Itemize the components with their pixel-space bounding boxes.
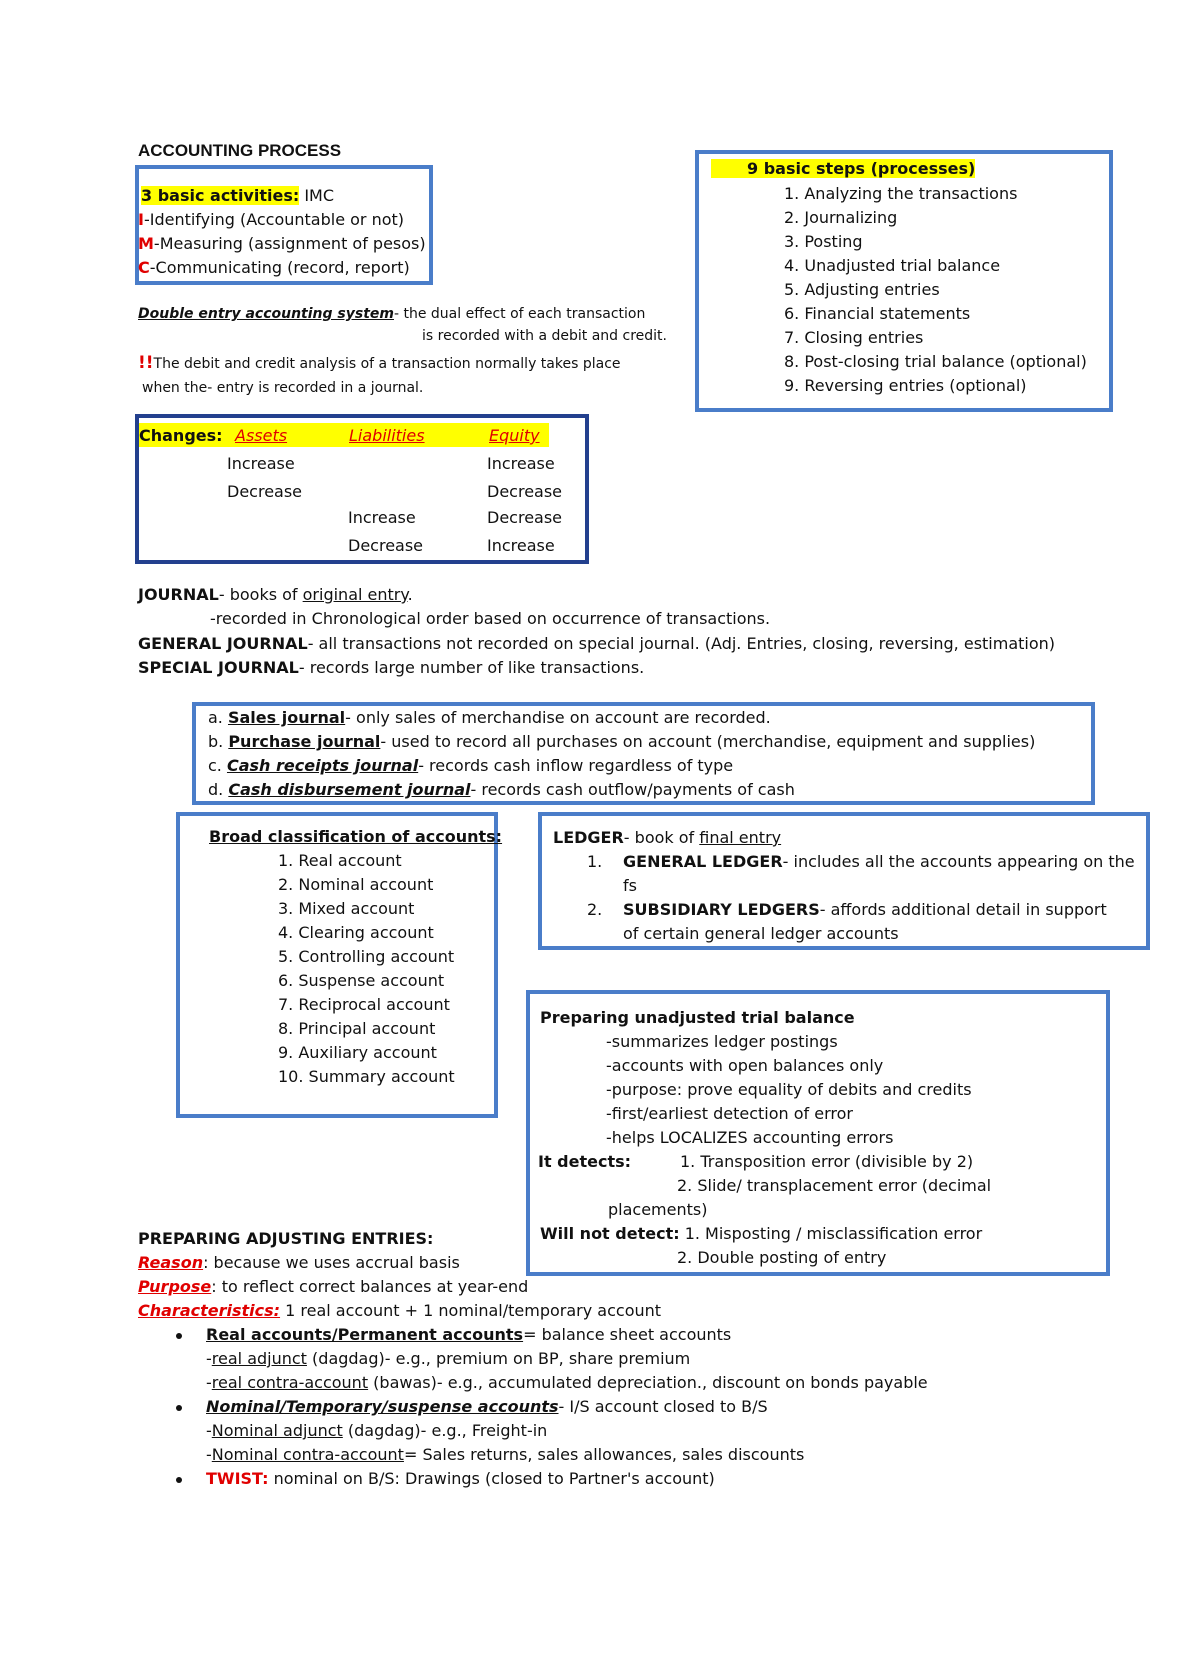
changes-cell: Decrease <box>227 482 303 501</box>
item-term: Cash disbursement journal <box>228 780 471 799</box>
not-detect-item: 1. Misposting / misclassification error <box>679 1224 983 1243</box>
nominal-contra-term: Nominal contra-account <box>211 1445 404 1464</box>
special-journal-item <box>208 778 1035 802</box>
activity-text: -Measuring (assignment of pesos) <box>153 234 426 253</box>
changes-header-equity: Equity <box>489 426 540 445</box>
ledger-def-underlined: final entry <box>699 828 782 847</box>
general-journal-text: - all transactions not recorded on special journal. (Adj. Entries, closing, reversing, estimation) <box>307 634 1056 653</box>
activities-heading-suffix: IMC <box>299 186 335 205</box>
ledger-item-cont: of certain general ledger accounts <box>623 924 899 943</box>
step-item: 5. Adjusting entries <box>784 280 940 299</box>
step-item: 2. Journalizing <box>784 208 898 227</box>
activity-letter: M <box>138 234 154 253</box>
page-title: ACCOUNTING PROCESS <box>138 141 342 160</box>
steps-heading-line <box>711 157 975 181</box>
special-journal-item <box>208 706 1035 730</box>
changes-cell: Decrease <box>487 482 563 501</box>
item-prefix: d. <box>208 780 229 799</box>
activity-item <box>138 208 404 232</box>
real-accounts-term: Real accounts/Permanent accounts <box>206 1325 524 1344</box>
dash: - <box>206 1349 212 1368</box>
double-entry-def: - the dual effect of each transaction <box>393 306 646 322</box>
reason-line <box>138 1251 460 1275</box>
nominal-contra-line <box>206 1443 804 1467</box>
activities-heading: 3 basic activities: <box>141 186 300 205</box>
item-prefix: a. <box>208 708 228 727</box>
changes-label: Changes: <box>139 426 223 445</box>
bullet-icon <box>176 1333 182 1339</box>
ledger-item-text: - includes all the accounts appearing on the <box>782 852 1135 871</box>
item-text: - records cash inflow regardless of type <box>418 756 734 775</box>
twist-text: nominal on B/S: Drawings (closed to Partner's account) <box>268 1469 715 1488</box>
nominal-accounts-term: Nominal/Temporary/suspense accounts <box>206 1397 559 1416</box>
journal-term: JOURNAL <box>138 585 219 604</box>
real-adjunct-term: real adjunct <box>211 1349 307 1368</box>
item-prefix: b. <box>208 732 229 751</box>
step-item: 4. Unadjusted trial balance <box>784 256 1001 275</box>
twist-item <box>176 1467 715 1491</box>
real-contra-text: (bawas)- e.g., accumulated depreciation., discount on bonds payable <box>368 1373 928 1392</box>
real-contra-term: real contra-account <box>211 1373 369 1392</box>
dash: - <box>206 1445 212 1464</box>
twist-label: TWIST: <box>206 1469 269 1488</box>
detects-item: 1. Transposition error (divisible by 2) <box>680 1152 974 1171</box>
activity-letter: C <box>138 258 150 277</box>
nominal-accounts-item <box>176 1395 768 1419</box>
changes-header-assets: Assets <box>235 426 288 445</box>
steps-heading: 9 basic steps (processes) <box>711 159 975 178</box>
journal-def-end: . <box>407 585 413 604</box>
characteristics-line <box>138 1299 661 1323</box>
item-text: - used to record all purchases on account (merchandise, equipment and supplies) <box>380 732 1036 751</box>
adjusting-heading: PREPARING ADJUSTING ENTRIES: <box>138 1229 434 1248</box>
classification-item: 8. Principal account <box>278 1019 436 1038</box>
ledger-item-term: SUBSIDIARY LEDGERS <box>623 900 820 919</box>
real-adjunct-line <box>206 1347 690 1371</box>
nominal-adjunct-term: Nominal adjunct <box>211 1421 343 1440</box>
general-journal-def <box>138 632 1055 656</box>
nominal-adjunct-line <box>206 1419 547 1443</box>
classification-item: 7. Reciprocal account <box>278 995 450 1014</box>
classification-item: 5. Controlling account <box>278 947 455 966</box>
ledger-item-num: 1. <box>587 852 603 871</box>
special-journal-term: SPECIAL JOURNAL <box>138 658 299 677</box>
real-accounts-item <box>176 1323 731 1347</box>
classification-item: 6. Suspense account <box>278 971 445 990</box>
activity-letter: I <box>138 210 144 229</box>
classification-item: 9. Auxiliary account <box>278 1043 437 1062</box>
double-entry-line1 <box>138 302 645 326</box>
warning-icon: !! <box>138 353 154 373</box>
activity-text: -Communicating (record, report) <box>149 258 410 277</box>
real-adjunct-text: (dagdag)- e.g., premium on BP, share premium <box>306 1349 691 1368</box>
step-item: 1. Analyzing the transactions <box>784 184 1018 203</box>
classification-item: 3. Mixed account <box>278 899 415 918</box>
activity-item <box>138 256 410 280</box>
changes-header-liabilities: Liabilities <box>349 426 425 445</box>
item-term: Purchase journal <box>228 732 381 751</box>
journal-def <box>138 583 413 607</box>
ledger-def <box>553 826 781 850</box>
step-item: 6. Financial statements <box>784 304 971 323</box>
classification-item: 2. Nominal account <box>278 875 434 894</box>
nominal-adjunct-text: (dagdag)- e.g., Freight-in <box>342 1421 548 1440</box>
double-entry-note1 <box>138 351 621 376</box>
characteristics-text: 1 real account + 1 nominal/temporary account <box>280 1301 662 1320</box>
trial-balance-point: -first/earliest detection of error <box>606 1104 853 1123</box>
steps-list <box>784 182 1087 398</box>
double-entry-term: Double entry accounting system <box>138 306 394 322</box>
not-detect-label: Will not detect: <box>540 1224 680 1243</box>
activities-heading-line <box>141 184 334 208</box>
journal-def-text: - books of <box>218 585 303 604</box>
nominal-contra-text: = Sales returns, sales allowances, sales discounts <box>403 1445 805 1464</box>
purpose-line <box>138 1275 528 1299</box>
detects-item-cont: placements) <box>608 1200 708 1219</box>
ledger-item <box>623 898 1107 922</box>
double-entry-note-text: The debit and credit analysis of a transaction normally takes place <box>153 356 621 372</box>
ledger-item-cont: fs <box>623 876 637 895</box>
classification-item: 4. Clearing account <box>278 923 434 942</box>
journal-line2: -recorded in Chronological order based on occurrence of transactions. <box>210 609 771 628</box>
special-journal-def <box>138 656 644 680</box>
purpose-text: : to reflect correct balances at year-end <box>211 1277 529 1296</box>
special-journals-list <box>208 706 1035 802</box>
detects-item: 2. Slide/ transplacement error (decimal <box>677 1176 992 1195</box>
activity-item <box>138 232 426 256</box>
item-text: - records cash outflow/payments of cash <box>470 780 795 799</box>
changes-cell: Increase <box>487 536 555 555</box>
item-prefix: c. <box>208 756 227 775</box>
bullet-icon <box>176 1477 182 1483</box>
journal-def-underlined: original entry <box>302 585 408 604</box>
step-item: 9. Reversing entries (optional) <box>784 376 1027 395</box>
item-term: Cash receipts journal <box>226 756 419 775</box>
step-item: 7. Closing entries <box>784 328 924 347</box>
reason-label: Reason <box>138 1253 204 1272</box>
classification-item: 1. Real account <box>278 851 402 870</box>
detects-label: It detects: <box>538 1152 632 1171</box>
trial-balance-point: -purpose: prove equality of debits and credits <box>606 1080 972 1099</box>
item-term: Sales journal <box>227 708 346 727</box>
dash: - <box>206 1373 212 1392</box>
purpose-label: Purpose <box>138 1277 212 1296</box>
classification-heading: Broad classification of accounts: <box>209 827 503 846</box>
double-entry-note2: when the- entry is recorded in a journal. <box>142 380 424 396</box>
nominal-accounts-def: - I/S account closed to B/S <box>558 1397 768 1416</box>
trial-balance-heading: Preparing unadjusted trial balance <box>540 1008 855 1027</box>
special-journal-text: - records large number of like transactions. <box>298 658 645 677</box>
item-text: - only sales of merchandise on account are recorded. <box>345 708 771 727</box>
changes-cell: Increase <box>348 508 416 527</box>
general-journal-term: GENERAL JOURNAL <box>138 634 308 653</box>
ledger-item <box>623 850 1135 874</box>
not-detect-line <box>540 1222 982 1246</box>
classification-item: 10. Summary account <box>278 1067 455 1086</box>
changes-cell: Increase <box>227 454 295 473</box>
ledger-item-term: GENERAL LEDGER <box>623 852 783 871</box>
changes-cell: Decrease <box>487 508 563 527</box>
changes-cell: Increase <box>487 454 555 473</box>
step-item: 3. Posting <box>784 232 863 251</box>
special-journal-item <box>208 730 1035 754</box>
characteristics-label: Characteristics: <box>138 1301 281 1320</box>
bullet-icon <box>176 1405 182 1411</box>
ledger-def-text: - book of <box>623 828 700 847</box>
trial-balance-point: -summarizes ledger postings <box>606 1032 838 1051</box>
reason-text: : because we uses accrual basis <box>203 1253 460 1272</box>
trial-balance-point: -accounts with open balances only <box>606 1056 884 1075</box>
step-item: 8. Post-closing trial balance (optional) <box>784 352 1087 371</box>
trial-balance-points <box>606 1030 972 1150</box>
double-entry-line2: is recorded with a debit and credit. <box>422 328 667 344</box>
not-detect-item: 2. Double posting of entry <box>677 1248 887 1267</box>
ledger-item-text: - affords additional detail in support <box>819 900 1107 919</box>
changes-cell: Decrease <box>348 536 424 555</box>
ledger-item-num: 2. <box>587 900 603 919</box>
real-contra-line <box>206 1371 928 1395</box>
real-accounts-def: = balance sheet accounts <box>523 1325 732 1344</box>
dash: - <box>206 1421 212 1440</box>
special-journal-item <box>208 754 1035 778</box>
ledger-term: LEDGER <box>553 828 624 847</box>
classification-list <box>278 849 455 1089</box>
activity-text: -Identifying (Accountable or not) <box>143 210 405 229</box>
trial-balance-point: -helps LOCALIZES accounting errors <box>606 1128 894 1147</box>
